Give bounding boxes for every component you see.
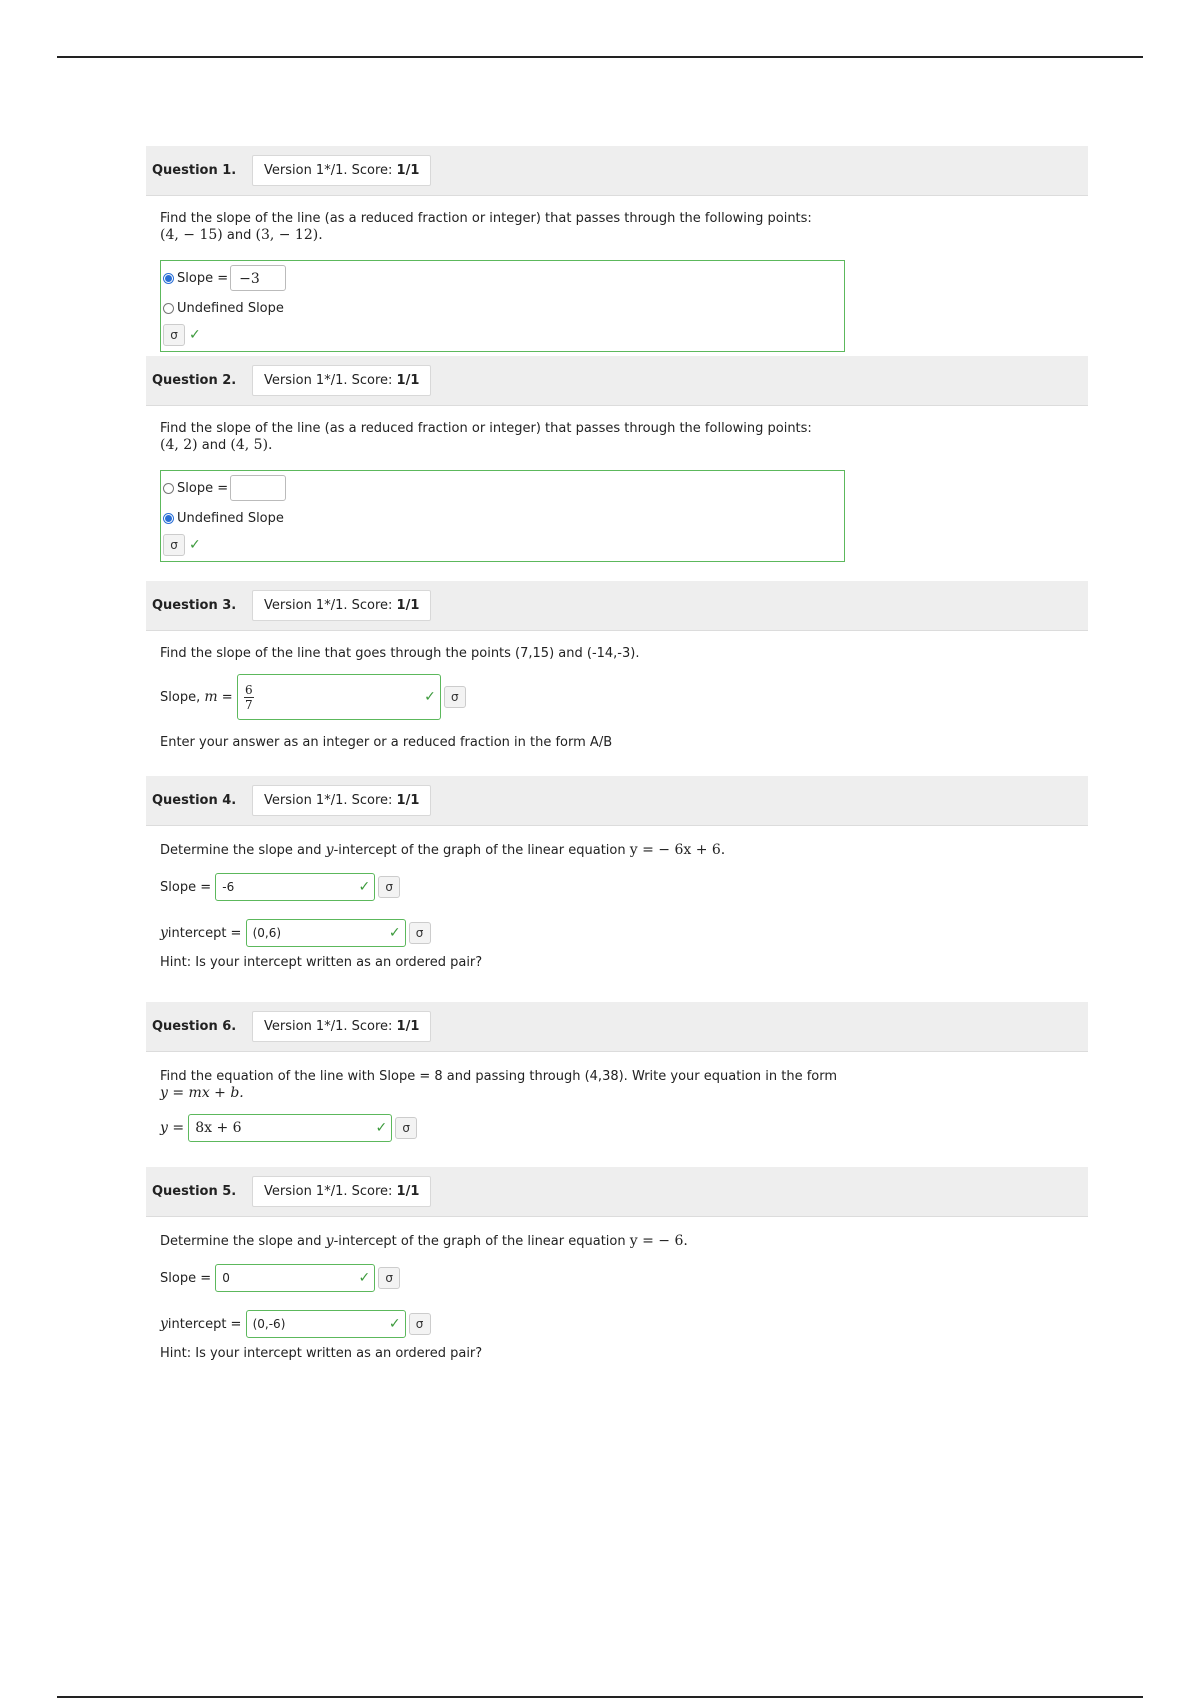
point-b: (3, − 12). — [255, 227, 323, 243]
question-list — [146, 146, 1088, 1393]
question-body-6 — [146, 1052, 1088, 1167]
score-value: 1/1 — [396, 373, 420, 388]
equation: y = − 6x + 6. — [629, 842, 726, 858]
intercept-input[interactable] — [246, 919, 406, 947]
intercept-value: (0,-6) — [252, 1317, 286, 1331]
equals-sign: = — [221, 689, 233, 705]
preview-icon[interactable]: σ — [409, 922, 431, 944]
slope-answer-row — [160, 1264, 1074, 1292]
answer-tools — [163, 323, 844, 347]
question-prompt — [160, 1233, 1074, 1250]
slope-value: 0 — [222, 1271, 230, 1285]
slope-label: Slope = — [160, 1270, 212, 1286]
correct-check-icon: ✓ — [388, 1316, 401, 1332]
score-value: 1/1 — [396, 1019, 420, 1034]
slope-answer-row — [160, 873, 1074, 901]
slope-value: -6 — [222, 880, 235, 894]
equation-value: 8x + 6 — [195, 1120, 242, 1136]
question-header-6 — [146, 1002, 1088, 1052]
question-header-4 — [146, 776, 1088, 826]
intercept-value: (0,6) — [252, 926, 282, 940]
version-label: Version 1*/1. Score: — [264, 793, 397, 808]
question-header-3 — [146, 581, 1088, 631]
version-score-badge — [252, 1011, 431, 1042]
slope-input[interactable]: −3 — [230, 265, 286, 291]
correct-check-icon: ✓ — [189, 327, 201, 343]
prompt-text: Find the slope of the line (as a reduced fraction or integer) that passes through the following points: — [160, 211, 812, 226]
radio-undefined[interactable] — [163, 513, 174, 524]
prompt-text-b: -intercept of the graph of the linear equation — [333, 1234, 626, 1249]
preview-icon[interactable]: σ — [163, 324, 185, 346]
question-body-2 — [146, 406, 1088, 581]
preview-icon[interactable]: σ — [444, 686, 466, 708]
hint-text: Hint: Is your intercept written as an ordered pair? — [160, 955, 483, 970]
slope-input[interactable] — [230, 475, 286, 501]
point-a: (4, − 15) — [160, 227, 223, 243]
question-number: Question 5. — [152, 1184, 237, 1199]
question-body-5 — [146, 1217, 1088, 1393]
question-header-1 — [146, 146, 1088, 196]
version-label: Version 1*/1. Score: — [264, 373, 397, 388]
equation-answer-row — [160, 1114, 1074, 1142]
hint-text: Hint: Is your intercept written as an ordered pair? — [160, 1346, 483, 1361]
y-label: y = — [160, 1120, 185, 1136]
version-label: Version 1*/1. Score: — [264, 598, 397, 613]
version-score-badge — [252, 1176, 431, 1207]
prompt-text: Find the equation of the line with Slope = 8 and passing through (4,38). Write your equation in the form — [160, 1069, 838, 1084]
question-header-2 — [146, 356, 1088, 406]
question-prompt — [160, 1068, 1074, 1102]
question-number: Question 2. — [152, 373, 237, 388]
answer-tools — [163, 533, 844, 557]
denominator: 7 — [244, 697, 253, 712]
answer-choice-group — [160, 470, 845, 562]
conjunction: and — [201, 438, 227, 453]
choice-slope[interactable] — [163, 473, 844, 503]
question-number: Question 6. — [152, 1019, 237, 1034]
preview-icon[interactable]: σ — [378, 1267, 400, 1289]
intercept-label: intercept = — [167, 1316, 242, 1332]
slope-input[interactable] — [237, 674, 441, 720]
version-label: Version 1*/1. Score: — [264, 1019, 397, 1034]
score-value: 1/1 — [396, 793, 420, 808]
point-b: (4, 5). — [230, 437, 273, 453]
bottom-rule — [57, 1696, 1143, 1698]
correct-check-icon: ✓ — [375, 1120, 388, 1136]
version-score-badge — [252, 155, 431, 186]
intercept-input[interactable] — [246, 1310, 406, 1338]
question-prompt — [160, 420, 1074, 454]
question-number: Question 4. — [152, 793, 237, 808]
question-body-4 — [146, 826, 1088, 1002]
slope-label: Slope = — [177, 480, 229, 496]
preview-icon[interactable]: σ — [378, 876, 400, 898]
intercept-answer-row — [160, 919, 1074, 947]
score-value: 1/1 — [396, 598, 420, 613]
slope-input[interactable] — [215, 873, 375, 901]
version-label: Version 1*/1. Score: — [264, 1184, 397, 1199]
top-rule — [57, 56, 1143, 58]
equation-input[interactable] — [188, 1114, 392, 1142]
preview-icon[interactable]: σ — [409, 1313, 431, 1335]
correct-check-icon: ✓ — [388, 925, 401, 941]
slope-label: Slope, — [160, 689, 201, 705]
score-value: 1/1 — [396, 163, 420, 178]
correct-check-icon: ✓ — [358, 1270, 371, 1286]
prompt-text-a: Determine the slope and — [160, 843, 322, 858]
prompt-text-b: -intercept of the graph of the linear equation — [333, 843, 626, 858]
prompt-variable: y — [325, 1233, 334, 1249]
slope-label: Slope = — [177, 270, 229, 286]
undefined-label: Undefined Slope — [177, 510, 284, 526]
question-number: Question 1. — [152, 163, 237, 178]
intercept-answer-row — [160, 1310, 1074, 1338]
intercept-variable: y — [160, 1316, 168, 1332]
choice-slope[interactable] — [163, 263, 844, 293]
undefined-label: Undefined Slope — [177, 300, 284, 316]
intercept-label: intercept = — [167, 925, 242, 941]
question-header-5 — [146, 1167, 1088, 1217]
correct-check-icon: ✓ — [358, 879, 371, 895]
correct-check-icon: ✓ — [189, 537, 201, 553]
question-prompt — [160, 210, 1074, 244]
preview-icon[interactable]: σ — [395, 1117, 417, 1139]
conjunction: and — [226, 228, 252, 243]
score-value: 1/1 — [396, 1184, 420, 1199]
point-a: (4, 2) — [160, 437, 198, 453]
choice-undefined[interactable] — [163, 503, 844, 533]
intercept-variable: y — [160, 925, 168, 941]
prompt-text: Find the slope of the line (as a reduced fraction or integer) that passes through the following points: — [160, 421, 812, 436]
answer-format-note: Enter your answer as an integer or a reduced fraction in the form A/B — [160, 735, 613, 750]
prompt-text: Find the slope of the line that goes through the points (7,15) and (-14,-3). — [160, 646, 640, 661]
question-prompt — [160, 842, 1074, 859]
numerator: 6 — [244, 682, 253, 697]
answer-choice-group — [160, 260, 845, 352]
question-body-3 — [146, 631, 1088, 776]
prompt-variable: y — [325, 842, 334, 858]
prompt-text-a: Determine the slope and — [160, 1234, 322, 1249]
radio-slope[interactable] — [163, 273, 174, 284]
question-number: Question 3. — [152, 598, 237, 613]
slope-label: Slope = — [160, 879, 212, 895]
radio-slope[interactable] — [163, 483, 174, 494]
slope-input[interactable] — [215, 1264, 375, 1292]
equation-form: y = mx + b. — [160, 1085, 244, 1101]
radio-undefined[interactable] — [163, 303, 174, 314]
version-label: Version 1*/1. Score: — [264, 163, 397, 178]
choice-undefined[interactable] — [163, 293, 844, 323]
preview-icon[interactable]: σ — [163, 534, 185, 556]
version-score-badge — [252, 785, 431, 816]
version-score-badge — [252, 590, 431, 621]
slope-answer-row — [160, 674, 1074, 720]
question-body-1 — [146, 196, 1088, 356]
version-score-badge — [252, 365, 431, 396]
correct-check-icon: ✓ — [424, 689, 436, 705]
fraction-answer — [244, 684, 254, 711]
slope-variable: m — [204, 689, 218, 705]
equation: y = − 6. — [629, 1233, 688, 1249]
